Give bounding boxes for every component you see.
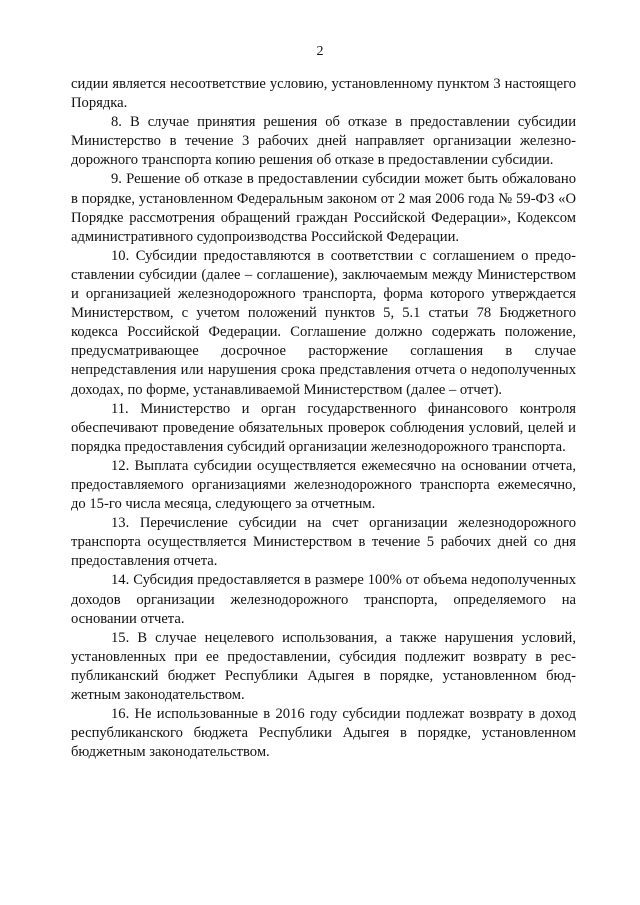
- paragraph-item-9: 9. Решение об отказе в предоставлении субсидии может быть обжаловано в порядке, установленном Федеральным законом от 2 мая 2006 года № 59-ФЗ «О Порядке рассмотрения обращений граждан Российской Федерации», Кодексом административного судопроизводства Российской Федерации.: [71, 171, 576, 245]
- paragraph-item-11: 11. Министерство и орган государственного финансового контроля обеспечивают проведение обязательных проверок соблюдения условий, целей и порядка предоставления субсидий организации железнодорожного транспорта.: [71, 400, 576, 455]
- paragraph-item-16: 16. Не использованные в 2016 году субсидии подлежат возврату в доход республиканского бюджета Республики Адыгея в порядке, установленном бюджетным законодательством.: [71, 706, 576, 761]
- paragraph-item-13: 13. Перечисление субсидии на счет организации железнодорожного транспорта осуществляется Министерством в течение 5 рабочих дней со дня предоставления отчета.: [71, 515, 576, 570]
- paragraph-item-8: 8. В случае принятия решения об отказе в предоставлении субсидии Министерство в течение 3 рабочих дней направляет организации железнодорожного транспорта копию решения об отказе в предоставлении субсидии.: [71, 114, 576, 169]
- document-body: [71, 75, 576, 762]
- paragraph-continuation: сидии является несоответствие условию, установленному пунктом 3 настоящего Порядка.: [71, 76, 576, 112]
- paragraph-item-10: 10. Субсидии предоставляются в соответствии с соглашением о предоставлении субсидии (далее – соглашение), заключаемым между Министерством и организацией железнодорожного транспорта, форма которого утверждается Министерством, с учетом положений пунктов 5, 5.1 статьи 78 Бюджетного кодекса Российской Федерации. Соглашение должно содержать положение, предусматривающее досрочное расторжение соглашения в случае непредставления или нарушения срока представления отчета о недополученных доходах, по форме, устанавливаемой Министерством (далее – отчет).: [71, 247, 576, 398]
- paragraph-item-12: 12. Выплата субсидии осуществляется ежемесячно на основании отчета, предоставляемого организациями железнодорожного транспорта ежемесячно, до 15-го числа месяца, следующего за отчетным.: [71, 457, 576, 513]
- paragraph-item-15: 15. В случае нецелевого использования, а также нарушения условий, установленных при ее предоставлении, субсидия подлежит возврату в республиканский бюджет Республики Адыгея в порядке, установленном бюджетным законодательством.: [71, 629, 576, 703]
- paragraph-item-14: 14. Субсидия предоставляется в размере 100% от объема недополученных доходов организации железнодорожного транспорта, определяемого на основании отчета.: [71, 572, 576, 627]
- page-number: 2: [316, 44, 324, 59]
